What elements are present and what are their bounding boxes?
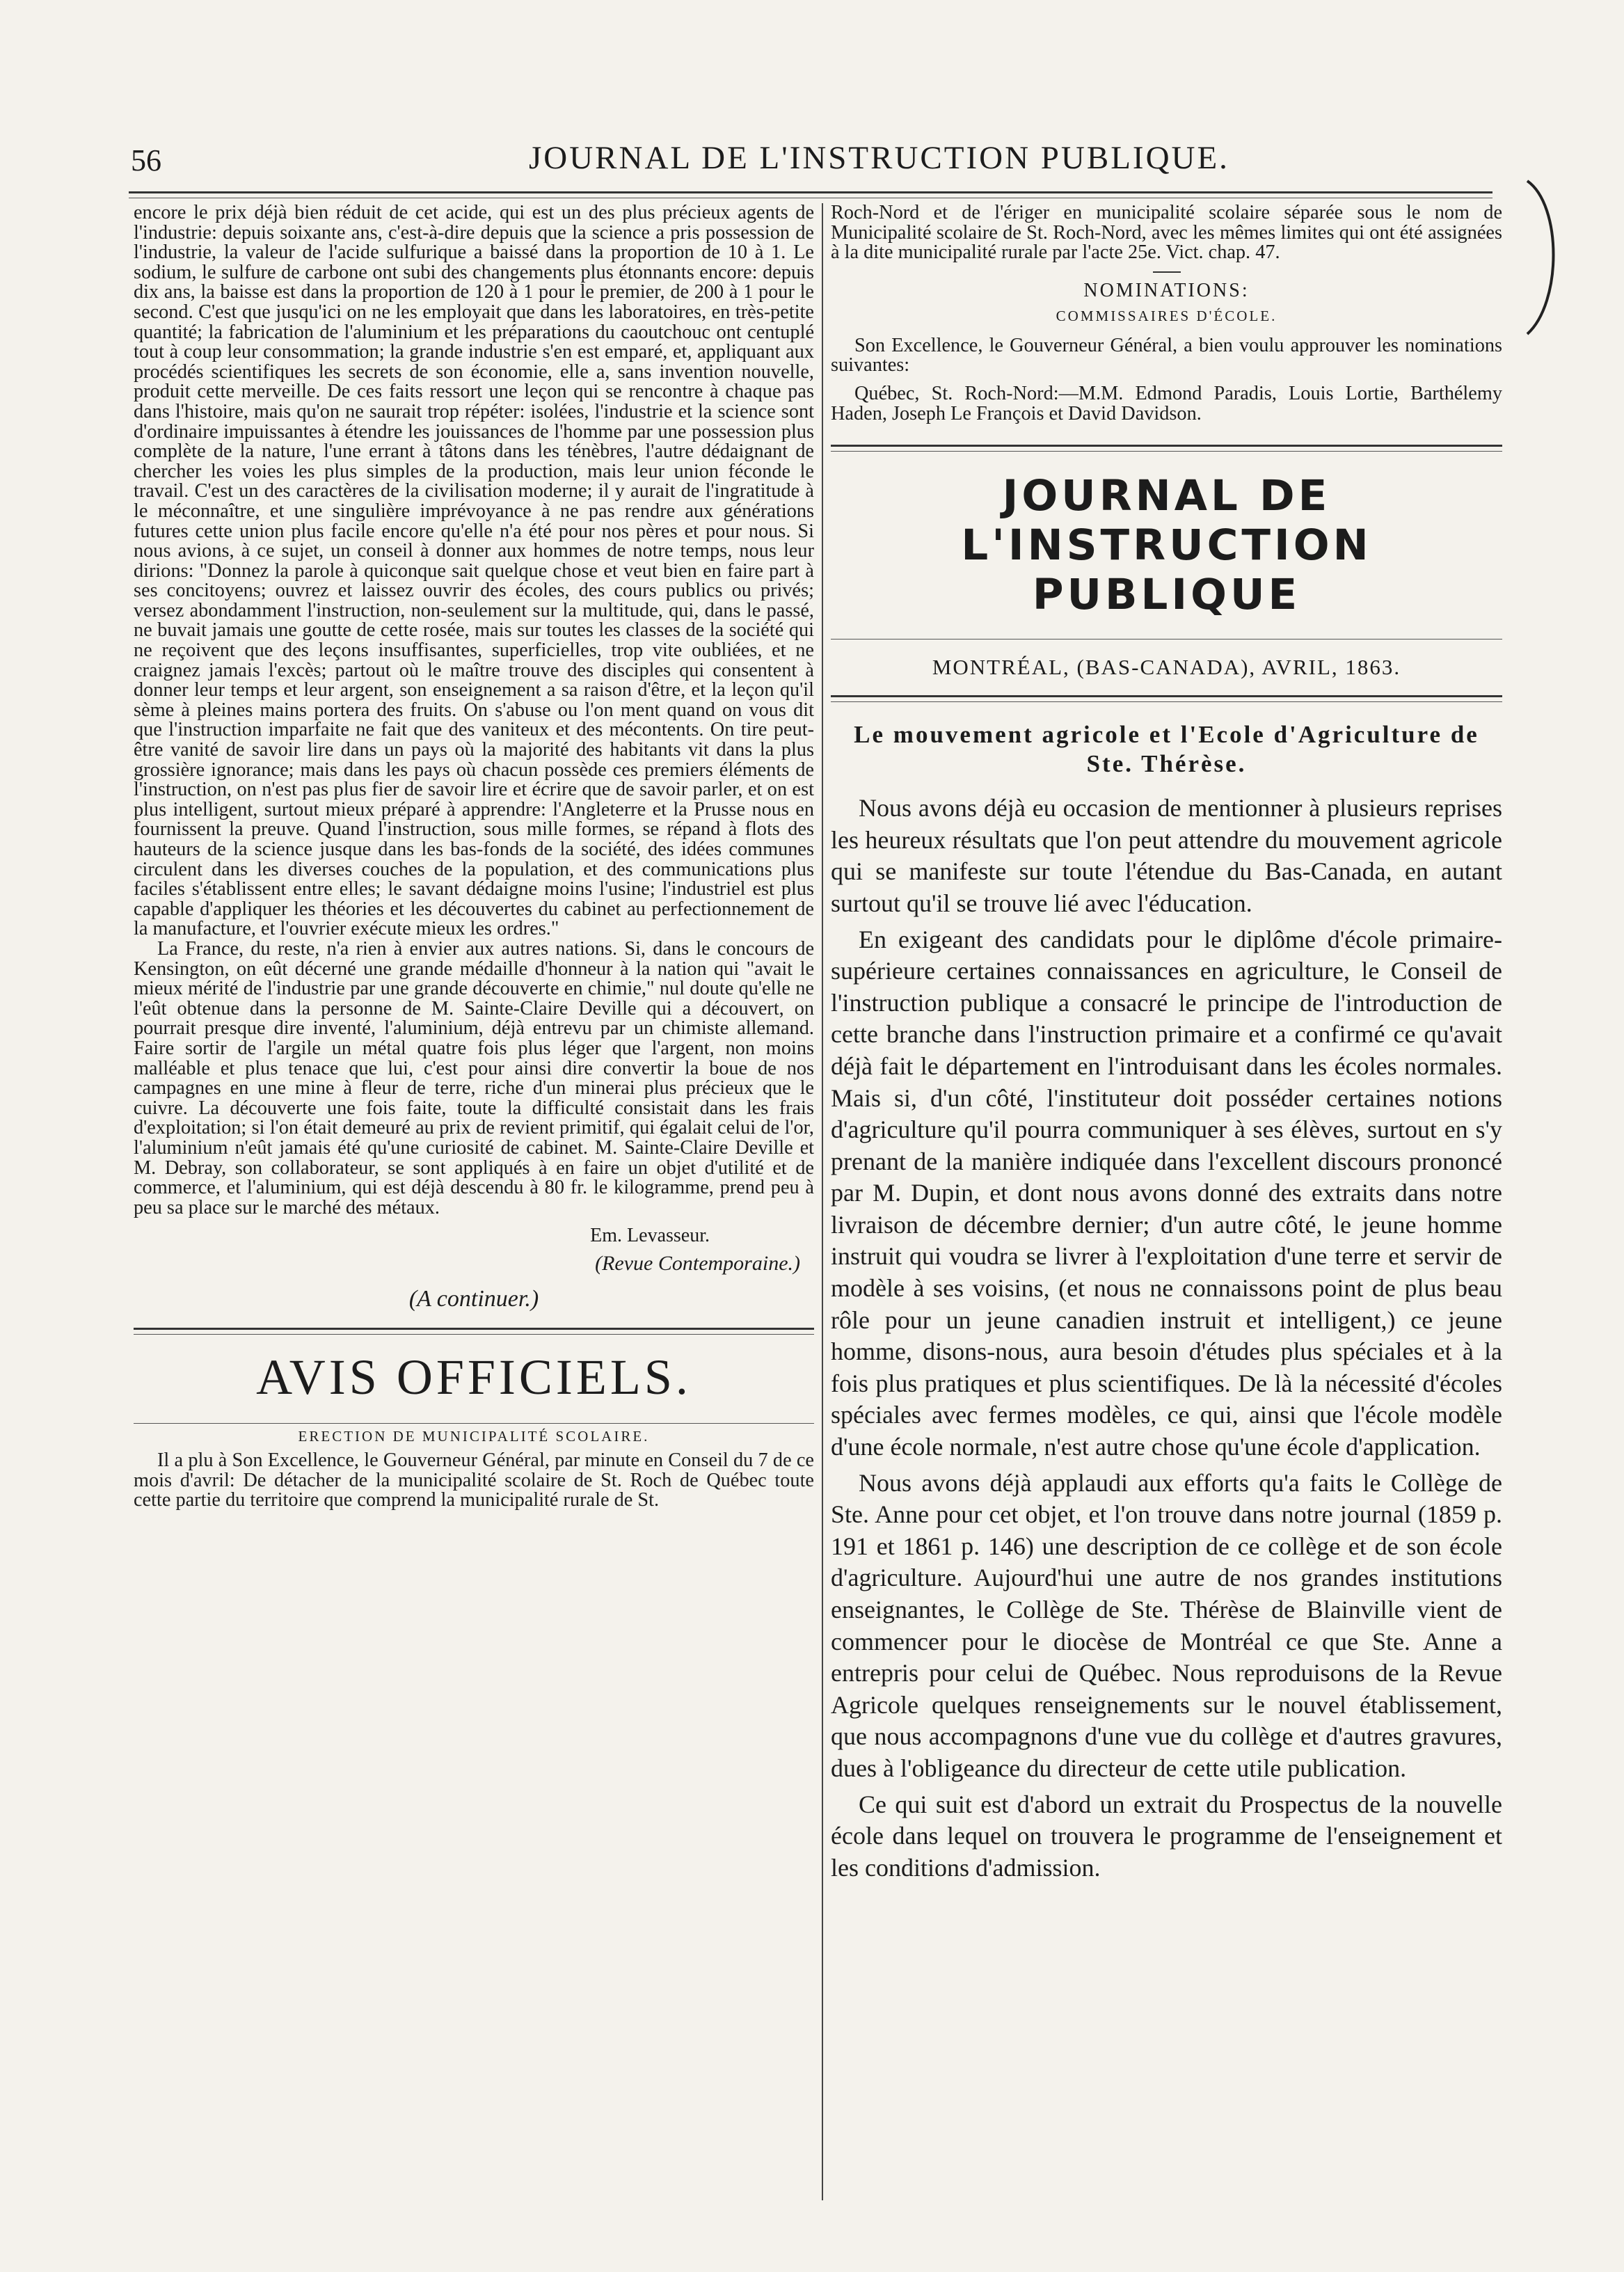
article-paragraph: Ce qui suit est d'abord un extrait du Prospectus de la nouvelle école dans lequel on trouvera le programme de l'enseignement et les conditions d'admission. [831, 1790, 1502, 1882]
article-paragraph: En exigeant des candidats pour le diplôme d'école primaire-supérieure certaines connaissances en agriculture, le Conseil de l'instruction publique a consacré le principe de l'introduction de cette branche dans l'instruction primaire et a confirmé ce qu'avait déjà fait le département en l'introduisant dans les écoles normales. Mais si, d'un côté, l'instituteur doit posséder certaines notions d'agriculture qu'il pourra communiquer à ses élèves, surtout en s'y prenant de la manière indiquée dans l'excellent discours prononcé par M. Dupin, et dont nous avons donné des extraits dans notre livraison de décembre dernier; d'un autre côté, le jeune homme instruit qui voudra se livrer à l'exploitation d'une terre et servir de modèle à ses voisins, (et nous ne connaissons point de plus beau rôle pour un jeune canadien instruit et intelligent,) ce jeune homme, disons-nous, aura besoin d'études plus spéciales et à la fois plus pratiques et plus scientifiques. De là la nécessité d'écoles spéciales avec fermes modèles, ce qui, ainsi que l'école modèle d'une école normale, n'est autre chose qu'une école d'application. [831, 925, 1502, 1461]
avis-officiels-heading: AVIS OFFICIELS. [256, 1349, 692, 1406]
short-divider [1153, 271, 1181, 273]
nominations-list: Québec, St. Roch-Nord:—M.M. Edmond Paradis, Louis Lortie, Barthélemy Haden, Joseph Le François et David Davidson. [831, 382, 1502, 424]
to-be-continued: (A continuer.) [408, 1286, 539, 1312]
masthead-rule-top [831, 445, 1502, 452]
author-signature: Em. Levasseur. [590, 1225, 710, 1247]
commissaires-subheading: COMMISSAIRES D'ÉCOLE. [1056, 307, 1277, 324]
running-title: JOURNAL DE L'INSTRUCTION PUBLIQUE. [529, 140, 1229, 176]
erection-continued: Roch-Nord et de l'ériger en municipalité scolaire séparée sous le nom de Municipalité scolaire de St. Roch-Nord, avec les mêmes limites qui ont été assignées à la dite municipalité rurale par l'acte 25e. Vict. chap. 47. [831, 202, 1502, 264]
erection-heading: ERECTION DE MUNICIPALITÉ SCOLAIRE. [298, 1428, 650, 1445]
bracket-mark-icon [1524, 177, 1566, 337]
column-divider [822, 203, 823, 2200]
page-number: 56 [131, 143, 161, 177]
avis-rule [134, 1423, 814, 1424]
article-title: Le mouvement agricole et l'Ecole d'Agriculture de Ste. Thérèse. [854, 721, 1479, 778]
right-column [831, 203, 1502, 1884]
section-rule [134, 1328, 814, 1335]
nominations-heading: NOMINATIONS: [1083, 279, 1250, 301]
dateline-rule [831, 695, 1502, 702]
article-paragraph: Nous avons déjà applaudi aux efforts qu'a faits le Collège de Ste. Anne pour cet objet, et l'on trouve dans notre journal (1859 p. 191 et 1861 p. 146) une description de ce collège et de son école d'agriculture. Aujourd'hui une autre de nos grandes institutions enseignantes, le Collège de Ste. Thérèse de Blainville vient de commencer pour le diocèse de Montréal ce que Ste. Anne a entrepris pour celui de Québec. Nous reproduisons de la Revue Agricole quelques renseignements sur le nouvel établissement, que nous accompagnons d'une vue du collège et d'autres gravures, dues à l'obligeance du directeur de cette utile publication. [831, 1468, 1502, 1782]
erection-text: Il a plu à Son Excellence, le Gouverneur Général, par minute en Conseil du 7 de ce mois d'avril: De détacher de la municipalité scolaire de St. Roch de Québec toute cette partie du territoire que comprend la municipalité rurale de St. [134, 1449, 814, 1511]
article-paragraph: Nous avons déjà eu occasion de mentionner à plusieurs reprises les heureux résultats que l'on peut attendre du mouvement agricole qui se manifeste sur toute l'étendue du Bas-Canada, en autant surtout qu'il se trouve lié avec l'éducation. [831, 794, 1502, 917]
article-paragraph-aluminium: La France, du reste, n'a rien à envier aux autres nations. Si, dans le concours de Kensington, on eût décerné une grande médaille d'honneur à la nation qui "avait le mieux mérité de l'industrie par une grande découverte en chimie," nul doute qu'elle ne l'eût obtenue dans la personne de M. Sainte-Claire Deville qui a découvert, on pourrait presque dire inventé, l'aluminium, déjà entrevu par un chimiste allemand. Faire sortir de l'argile un métal quatre fois plus léger que l'argent, non moins malléable et plus tenace que lui, c'est pour ainsi dire convertir la boue de nos campagnes en une mine à fleur de terre, riche d'un minerai plus précieux que le cuivre. La découverte une fois faite, toute la difficulté consistait dans les frais d'exploitation; si l'on était demeuré au prix de revient primitif, qui égalait celui de l'or, l'aluminium n'eût jamais été qu'une curiosité de cabinet. M. Sainte-Claire Deville et M. Debray, son collaborateur, se sont appliqués à en faire un objet d'utilité et de commerce, et l'aluminium, qui est déjà descendu à 80 fr. le kilogramme, prend peu à peu sa place sur le marché des métaux. [134, 937, 814, 1218]
article-continuation: encore le prix déjà bien réduit de cet acide, qui est un des plus précieux agents de l'industrie: depuis soixante ans, c'est-à-dire depuis que la science a pris possession de l'industrie, la valeur de l'acide sulfurique a baissé dans la proportion de 10 à 1. Le sodium, le sulfure de carbone ont subi des changements plus étonnants encore: depuis dix ans, la baisse est dans la proportion de 120 à 1 pour le premier, de 200 à 1 pour le second. C'est que jusqu'ici on ne les employait que dans les laboratoires, en très-petite quantité; la fabrication de l'aluminium et les préparations du caoutchouc ont centuplé tout à coup leur consommation; la grande industrie s'en est emparé, et, appliquant aux procédés scientifiques les secrets de son économie, elle a, sans invention nouvelle, produit cette merveille. De ces faits ressort une leçon qui se rencontre à chaque pas dans l'histoire, mais qu'on ne saurait trop répéter: isolées, l'industrie et la science sont d'ordinaire impuissantes à étendre les jouissances de l'homme par une possession plus complète de la nature, l'une errant à tâtons dans les ténèbres, l'autre dédaignant de chercher les voies les plus simples de la production, mais leur union féconde le travail. C'est un des caractères de la civilisation moderne; il y aurait de l'ingratitude à le méconnaître, et une singulière imprévoyance à ne pas rendre aux générations futures cette union plus facile encore qu'elle n'a été pour nos pères et pour nous. Si nous avions, à ce sujet, un conseil à donner aux hommes de notre temps, nous leur dirions: "Donnez la parole à quiconque sait quelque chose et veut bien en faire part à ses concitoyens; ouvrez et laissez ouvrir des écoles, des cours publics ou privés; versez abondamment l'instruction, non-seulement sur la multitude, qui, dans le passé, ne buvait jamais une goutte de cette rosée, mais sur toutes les classes de la société qui ne reçoivent que des leçons insuffisantes, superficielles, trop vite oubliées, et ne craignez jamais l'excès; partout où le maître trouve des disciples qui consentent à donner leur temps et leur argent, son enseignement a sa raison d'être, et la leçon qu'il sème à pleines mains portera des fruits. On s'abuse ou l'on ment quand on vous dit que l'instruction imparfaite ne fait que des vaniteux et des mécontents. On tire peut-être vanité de savoir lire dans un pays où la majorité des habitants vit dans la plus grossière ignorance; mais dans les pays où chacun possède ces premiers éléments de l'instruction, on n'est pas plus fier de savoir lire et écrire que de savoir parler, et on est plus intelligent, surtout mieux préparé à apprendre: l'Angleterre et la Prusse nous en fournissent la preuve. Quand l'instruction, sous mille formes, se répand à flots des hauteurs de la science jusque dans les bas-fonds de la société, des idées communes circulent dans les diverses couches de la population, et des communications plus faciles s'établissent entre elles; le savant dédaigne moins l'usine; l'industriel est plus capable d'appliquer les théories et les découvertes du cabinet au perfectionnement de la manufacture, et l'ouvrier exécute mieux les ordres." [134, 202, 814, 940]
masthead-rule-bottom [831, 639, 1502, 640]
header-rule [129, 191, 1492, 193]
nominations-text: Son Excellence, le Gouverneur Général, a bien voulu approuver les nominations suivantes: [831, 334, 1502, 376]
dateline: MONTRÉAL, (BAS-CANADA), AVRIL, 1863. [932, 655, 1401, 680]
source-citation: (Revue Contemporaine.) [595, 1252, 800, 1276]
journal-masthead: JOURNAL DE L'INSTRUCTION PUBLIQUE [961, 471, 1372, 620]
left-column [134, 203, 814, 1511]
